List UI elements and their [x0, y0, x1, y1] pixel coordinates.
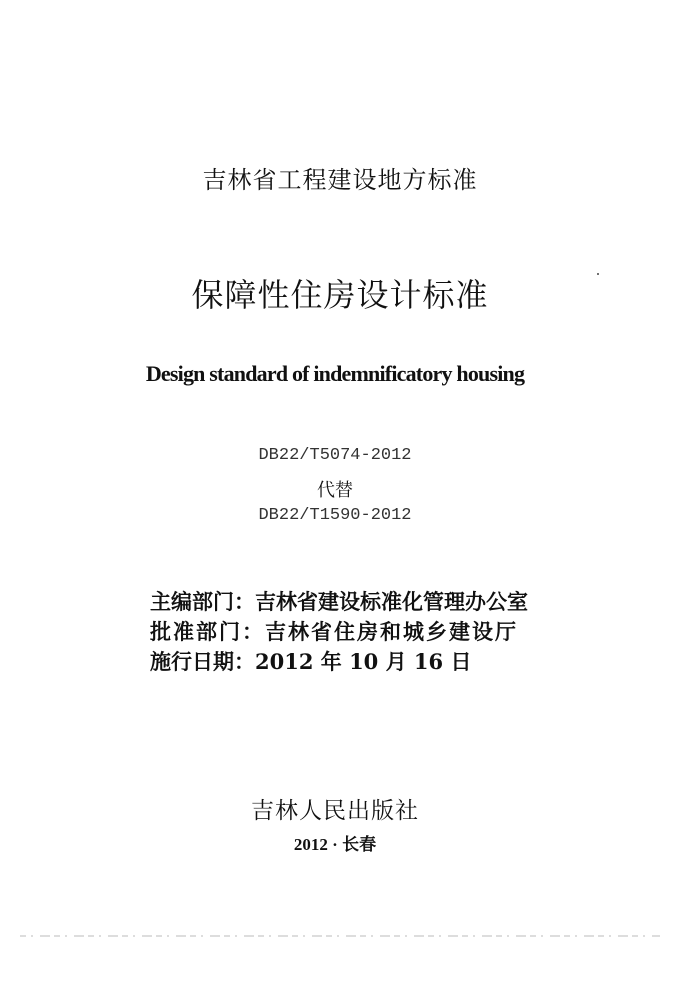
english-title: Design standard of indemnificatory housing	[145, 361, 525, 386]
editing-department: 主编部门：吉林省建设标准化管理办公室	[150, 589, 528, 614]
effective-date: 施行日期：2012 年 10 月 16 日	[150, 649, 472, 674]
approving-department: 批准部门：吉林省住房和城乡建设厅	[150, 619, 518, 644]
publisher: 吉林人民出版社	[251, 798, 419, 824]
main-title: 保障性住房设计标准	[191, 276, 489, 314]
series-title: 吉林省工程建设地方标准	[202, 166, 478, 194]
replaced-code: DB22/T1590-2012	[258, 506, 412, 525]
year-city: 2012 · 长春	[293, 835, 377, 854]
standard-code: DB22/T5074-2012	[258, 446, 412, 465]
scan-artifact-line	[20, 934, 660, 936]
replace-label: 代替	[317, 480, 353, 501]
scan-speck	[597, 273, 599, 275]
